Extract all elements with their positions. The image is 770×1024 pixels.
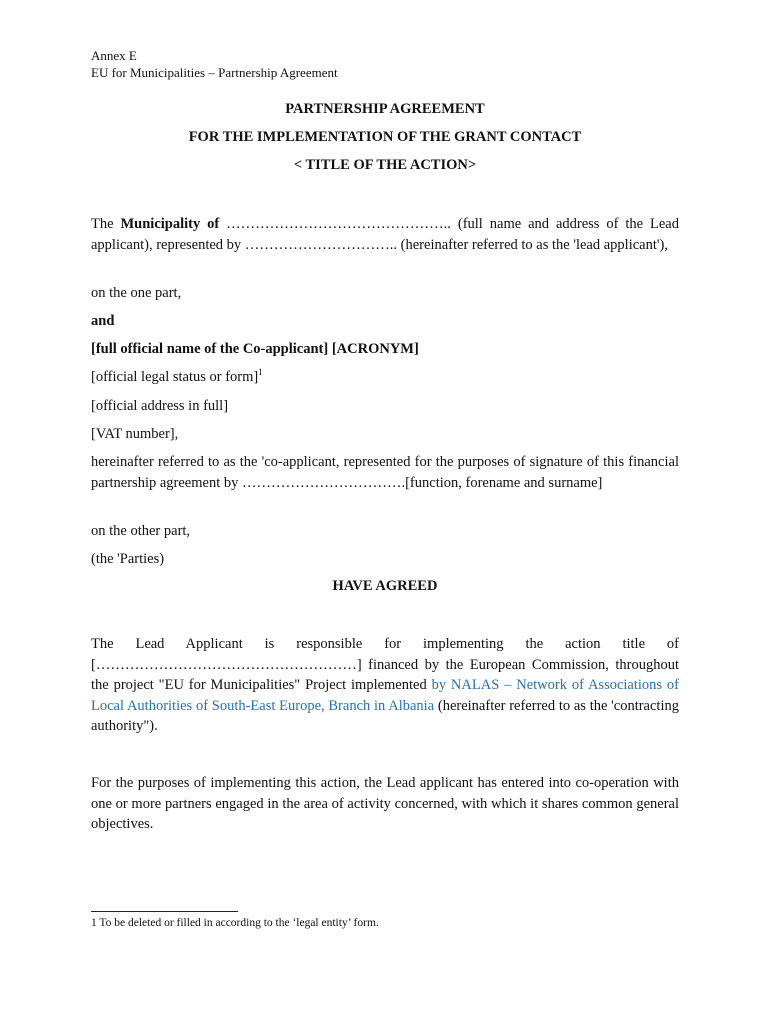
title-line-1: PARTNERSHIP AGREEMENT: [285, 101, 485, 117]
official-address: [official address in full]: [91, 398, 229, 414]
on-one-part: on the one part,: [91, 285, 182, 301]
on-other-part: on the other part,: [91, 523, 191, 539]
intro-rest: ……………………………………….. (full name and address of the Lead applicant), represented by ………………………….. (hereinafter referred to as the 'lead applicant'),: [91, 216, 679, 253]
footnote-text: 1 To be deleted or filled in according to the ‘legal entity’ form.: [91, 917, 379, 929]
legal-status-text: [official legal status or form]: [91, 369, 259, 385]
vat-number: [VAT number],: [91, 426, 179, 442]
co-applicant-name: [full official name of the Co-applicant] [ACRONYM]: [91, 341, 419, 357]
intro-the: The: [91, 216, 121, 232]
hereinafter-paragraph: hereinafter referred to as the 'co-applicant, represented for the purposes of signature of this financial partnership agreement by …………………………….[function, forename and surname]: [91, 454, 679, 491]
parties-label: (the 'Parties): [91, 551, 165, 567]
footnote-reference[interactable]: 1: [258, 367, 263, 377]
paragraph-lead-applicant: [91, 634, 679, 737]
and-label: and: [91, 313, 115, 329]
nalas-link[interactable]: by NALAS – Network of Associations of Local Authorities of South-East Europe, Branch in Albania: [91, 677, 679, 714]
para1-text-start: The Lead Applicant is responsible for implementing the action title of [………………………………………………] financed by the European Commission, throughout the project "EU for Municipalities" Project implemented: [91, 636, 679, 693]
header-subtitle: EU for Municipalities – Partnership Agreement: [91, 65, 338, 80]
legal-status: [91, 367, 679, 388]
para1-text-end: (hereinafter referred to as the 'contracting authority").: [91, 697, 679, 734]
paragraph-cooperation: For the purposes of implementing this action, the Lead applicant has entered into co-operation with one or more partners engaged in the area of activity concerned, with which it shares common general objectives.: [91, 775, 679, 832]
title-line-2: FOR THE IMPLEMENTATION OF THE GRANT CONTACT: [188, 129, 582, 145]
municipality-label: Municipality of: [120, 216, 220, 232]
annex-label: Annex E: [91, 48, 137, 63]
title-line-3: < TITLE OF THE ACTION>: [293, 157, 477, 173]
have-agreed-heading: HAVE AGREED: [332, 578, 438, 594]
footnote-divider: [91, 911, 238, 912]
intro-paragraph: [91, 214, 679, 255]
